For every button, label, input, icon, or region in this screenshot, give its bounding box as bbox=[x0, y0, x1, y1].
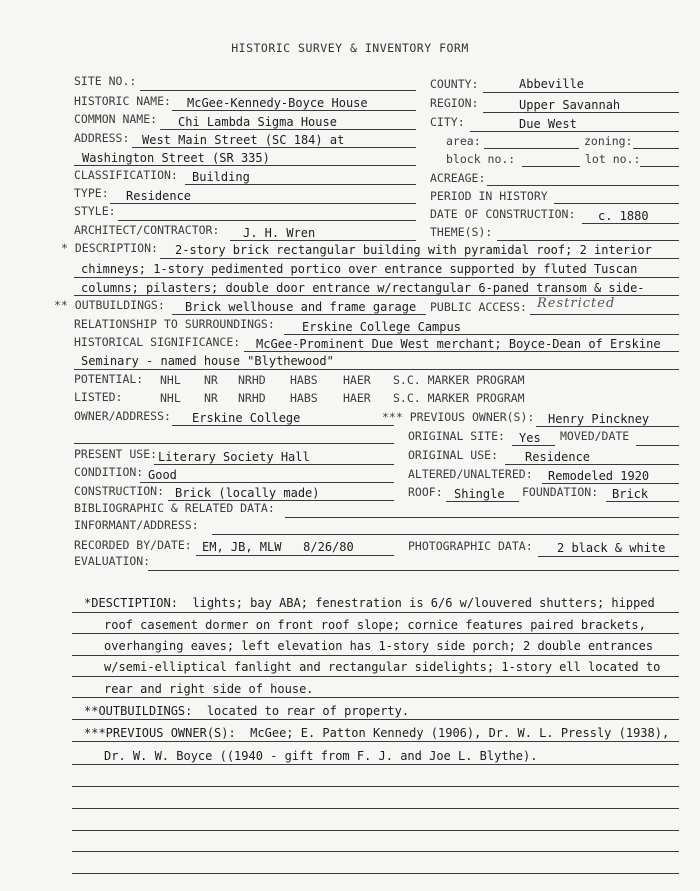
date-construction-value: c. 1880 bbox=[598, 209, 649, 223]
significance-underline-2 bbox=[74, 369, 679, 370]
date-construction-label: DATE OF CONSTRUCTION: bbox=[430, 207, 576, 221]
present-use-label: PRESENT USE: bbox=[74, 447, 158, 461]
recorded-value: EM, JB, MLW 8/26/80 bbox=[202, 540, 354, 554]
original-use-value: Residence bbox=[525, 450, 591, 464]
outbuildings-label: ** OUTBUILDINGS: bbox=[54, 298, 165, 312]
address-label: ADDRESS: bbox=[74, 131, 130, 145]
significance-line2: Seminary - named house "Blythewood" bbox=[81, 354, 334, 368]
address-underline-2 bbox=[74, 165, 416, 166]
potential-nhl[interactable]: NHL bbox=[160, 373, 181, 387]
present-use-underline bbox=[154, 464, 394, 465]
original-use-label: ORIGINAL USE: bbox=[408, 448, 499, 462]
evaluation-field[interactable] bbox=[148, 570, 679, 571]
zoning-label: zoning: bbox=[584, 134, 633, 148]
original-use-underline bbox=[505, 464, 679, 465]
altered-label: ALTERED/UNALTERED: bbox=[408, 467, 533, 481]
continuation-previous-owners-1: ***PREVIOUS OWNER(S): McGee; E. Patton Kennedy (1906), Dr. W. L. Pressly (1938), bbox=[84, 726, 670, 740]
potential-nrhd[interactable]: NRHD bbox=[238, 373, 266, 387]
evaluation-label: EVALUATION: bbox=[74, 554, 151, 568]
continuation-description-5: rear and right side of house. bbox=[104, 682, 314, 696]
county-value: Abbeville bbox=[519, 77, 585, 91]
description-line3: columns; pilasters; double door entrance w/rectangular 6-paned transom & side- bbox=[81, 281, 645, 295]
continuation-blank-line[interactable] bbox=[72, 786, 679, 787]
original-site-value: Yes bbox=[519, 431, 541, 445]
city-value: Due West bbox=[519, 117, 577, 131]
foundation-value: Brick bbox=[612, 487, 649, 501]
bibliography-field[interactable] bbox=[285, 517, 679, 518]
common-name-value: Chi Lambda Sigma House bbox=[178, 115, 337, 129]
original-site-underline bbox=[512, 445, 555, 446]
listed-sc-marker[interactable]: S.C. MARKER PROGRAM bbox=[393, 391, 525, 405]
owner-value: Erskine College bbox=[192, 411, 301, 425]
roof-label: ROOF: bbox=[408, 485, 443, 499]
relationship-value: Erskine College Campus bbox=[302, 320, 461, 334]
moved-date-label: MOVED/DATE bbox=[560, 429, 630, 443]
area-field[interactable] bbox=[484, 148, 579, 149]
continuation-blank-line[interactable] bbox=[72, 808, 679, 809]
condition-underline bbox=[140, 482, 394, 483]
classification-value: Building bbox=[192, 170, 250, 184]
owner-underline bbox=[172, 425, 394, 426]
potential-label: POTENTIAL: bbox=[74, 372, 144, 386]
potential-sc-marker[interactable]: S.C. MARKER PROGRAM bbox=[393, 373, 525, 387]
continuation-outbuildings: **OUTBUILDINGS: located to rear of property. bbox=[84, 704, 410, 718]
continuation-underline-5 bbox=[72, 697, 679, 698]
foundation-label: FOUNDATION: bbox=[522, 485, 599, 499]
address-underline-1 bbox=[132, 147, 416, 148]
public-access-underline bbox=[530, 314, 679, 315]
lot-no-field[interactable] bbox=[640, 166, 679, 167]
continuation-description-1: *DESCTIPTION: lights; bay ABA; fenestration is 6/6 w/louvered shutters; hipped bbox=[84, 596, 655, 610]
description-underline-1 bbox=[160, 258, 679, 259]
continuation-underline-1 bbox=[72, 612, 679, 613]
public-access-value: Restricted bbox=[537, 296, 616, 311]
significance-underline-1 bbox=[244, 351, 679, 352]
listed-label: LISTED: bbox=[74, 390, 123, 404]
owner-address-line-2[interactable] bbox=[74, 443, 394, 444]
informant-label: INFORMANT/ADDRESS: bbox=[74, 518, 199, 532]
condition-label: CONDITION: bbox=[74, 465, 144, 479]
previous-owner-underline bbox=[536, 426, 679, 427]
region-label: REGION: bbox=[430, 96, 479, 110]
roof-value: Shingle bbox=[454, 487, 505, 501]
form-title: HISTORIC SURVEY & INVENTORY FORM bbox=[231, 41, 469, 55]
listed-nr[interactable]: NR bbox=[204, 391, 218, 405]
county-label: COUNTY: bbox=[430, 77, 479, 91]
altered-underline bbox=[542, 483, 679, 484]
type-value: Residence bbox=[126, 189, 192, 203]
description-underline-2 bbox=[74, 277, 679, 278]
area-label: area: bbox=[446, 134, 481, 148]
foundation-underline bbox=[606, 501, 679, 502]
photographic-label: PHOTOGRAPHIC DATA: bbox=[408, 539, 533, 553]
continuation-blank-line[interactable] bbox=[72, 830, 679, 831]
region-underline bbox=[483, 112, 679, 113]
recorded-label: RECORDED BY/DATE: bbox=[74, 538, 192, 552]
public-access-label: PUBLIC ACCESS: bbox=[430, 300, 527, 314]
bibliography-label: BIBLIOGRAPHIC & RELATED DATA: bbox=[74, 501, 275, 515]
previous-owner-value: Henry Pinckney bbox=[548, 412, 650, 426]
relationship-label: RELATIONSHIP TO SURROUNDINGS: bbox=[74, 317, 275, 331]
continuation-underline-4 bbox=[72, 676, 679, 677]
listed-nhl[interactable]: NHL bbox=[160, 391, 181, 405]
style-field[interactable] bbox=[118, 220, 416, 221]
city-underline bbox=[470, 131, 679, 132]
common-name-underline bbox=[160, 129, 416, 130]
continuation-blank-line[interactable] bbox=[72, 873, 679, 874]
continuation-underline-3 bbox=[72, 655, 679, 656]
construction-label: CONSTRUCTION: bbox=[74, 484, 165, 498]
continuation-blank-line[interactable] bbox=[72, 851, 679, 852]
listed-nrhd[interactable]: NRHD bbox=[238, 391, 266, 405]
continuation-underline-2 bbox=[72, 633, 679, 634]
description-line2: chimneys; 1-story pedimented portico over entrance supported by fluted Tuscan bbox=[81, 262, 638, 276]
historic-name-label: HISTORIC NAME: bbox=[74, 94, 171, 108]
significance-line1: McGee-Prominent Due West merchant; Boyce-Dean of Erskine bbox=[256, 337, 661, 351]
listed-haer[interactable]: HAER bbox=[343, 391, 371, 405]
listed-habs[interactable]: HABS bbox=[290, 391, 318, 405]
style-label: STYLE: bbox=[74, 204, 116, 218]
continuation-description-2: roof casement dormer on front roof slope; cornice features paired brackets, bbox=[104, 618, 646, 632]
architect-label: ARCHITECT/CONTRACTOR: bbox=[74, 223, 220, 237]
previous-owner-label: *** PREVIOUS OWNER(S): bbox=[382, 410, 535, 424]
common-name-label: COMMON NAME: bbox=[74, 112, 158, 126]
zoning-field[interactable] bbox=[633, 148, 679, 149]
period-label: PERIOD IN HISTORY bbox=[430, 189, 548, 203]
recorded-underline bbox=[196, 555, 394, 556]
original-site-label: ORIGINAL SITE: bbox=[408, 429, 505, 443]
description-line1: 2-story brick rectangular building with pyramidal roof; 2 interior bbox=[175, 243, 652, 257]
continuation-underline-7 bbox=[72, 741, 679, 742]
outbuildings-value: Brick wellhouse and frame garage bbox=[185, 300, 417, 314]
acreage-field[interactable] bbox=[487, 185, 679, 186]
potential-haer[interactable]: HAER bbox=[343, 373, 371, 387]
significance-label: HISTORICAL SIGNIFICANCE: bbox=[74, 335, 241, 349]
photographic-underline bbox=[538, 556, 679, 557]
themes-field[interactable] bbox=[497, 240, 679, 241]
continuation-underline-6 bbox=[72, 719, 679, 720]
county-underline bbox=[483, 92, 679, 93]
description-label: * DESCRIPTION: bbox=[61, 241, 158, 255]
condition-value: Good bbox=[148, 468, 177, 482]
architect-underline bbox=[230, 240, 416, 241]
historic-name-value: McGee-Kennedy-Boyce House bbox=[187, 96, 368, 110]
continuation-description-4: w/semi-elliptical fanlight and rectangular sidelights; 1-story ell located to bbox=[104, 660, 661, 674]
present-use-value: Literary Society Hall bbox=[158, 450, 310, 464]
outbuildings-underline bbox=[172, 314, 426, 315]
potential-nr[interactable]: NR bbox=[204, 373, 218, 387]
site-no-label: SITE NO.: bbox=[74, 74, 137, 88]
classification-underline bbox=[185, 184, 416, 185]
classification-label: CLASSIFICATION: bbox=[74, 168, 178, 182]
photographic-value: 2 black & white bbox=[557, 541, 666, 555]
informant-field[interactable] bbox=[212, 534, 679, 535]
date-construction-underline bbox=[582, 223, 679, 224]
potential-habs[interactable]: HABS bbox=[290, 373, 318, 387]
block-no-field[interactable] bbox=[522, 166, 580, 167]
continuation-description-3: overhanging eaves; left elevation has 1-story side porch; 2 double entrances bbox=[104, 639, 654, 653]
address-value-line2: Washington Street (SR 335) bbox=[82, 151, 270, 165]
type-underline bbox=[110, 203, 416, 204]
owner-label: OWNER/ADDRESS: bbox=[74, 409, 171, 423]
block-no-label: block no.: bbox=[446, 152, 516, 166]
altered-value: Remodeled 1920 bbox=[548, 469, 650, 483]
address-value-line1: West Main Street (SC 184) at bbox=[142, 133, 345, 147]
continuation-underline-8 bbox=[72, 764, 679, 765]
historic-name-underline bbox=[172, 110, 416, 111]
construction-value: Brick (locally made) bbox=[175, 486, 320, 500]
city-label: CITY: bbox=[430, 115, 465, 129]
site-no-field[interactable] bbox=[140, 90, 416, 91]
continuation-previous-owners-2: Dr. W. W. Boyce ((1940 - gift from F. J. and Joe L. Blythe). bbox=[104, 749, 538, 763]
roof-underline bbox=[446, 501, 519, 502]
moved-date-field[interactable] bbox=[636, 445, 679, 446]
acreage-label: ACREAGE: bbox=[430, 171, 486, 185]
region-value: Upper Savannah bbox=[519, 98, 621, 112]
themes-label: THEME(S): bbox=[430, 225, 493, 239]
architect-value: J. H. Wren bbox=[243, 226, 316, 240]
type-label: TYPE: bbox=[74, 186, 109, 200]
relationship-underline bbox=[284, 334, 679, 335]
lot-no-label: lot no.: bbox=[585, 152, 641, 166]
period-field[interactable] bbox=[554, 203, 679, 204]
